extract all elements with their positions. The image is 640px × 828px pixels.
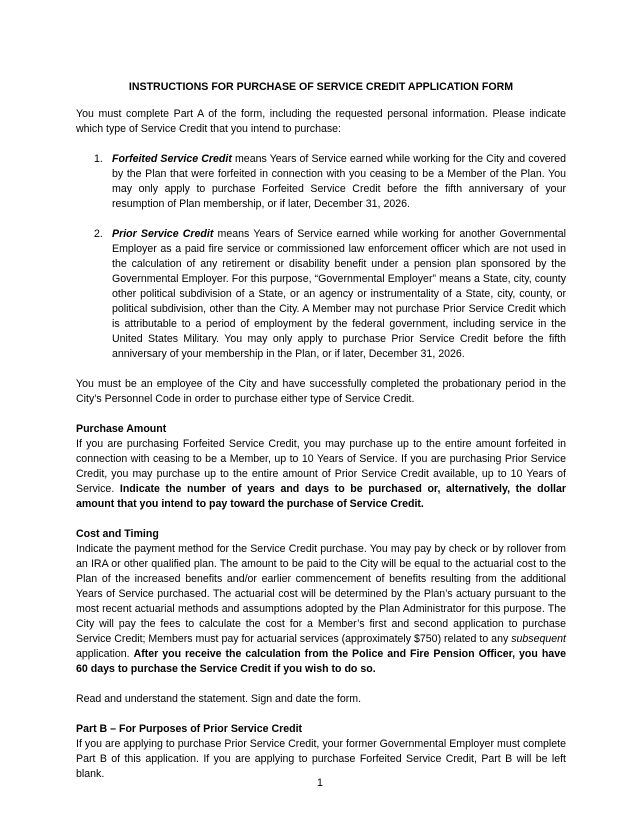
eligibility-paragraph: You must be an employee of the City and have successfully completed the probationary period in the City’s Personnel Code in order to purchase either type of Service Credit. bbox=[76, 378, 566, 405]
document-page bbox=[76, 80, 566, 782]
list-item-number: 1. bbox=[94, 153, 103, 165]
list-item-number: 2. bbox=[94, 228, 103, 240]
term-prior-service-credit: Prior Service Credit bbox=[112, 228, 214, 240]
purchase-amount-heading: Purchase Amount bbox=[76, 423, 167, 435]
cost-timing-bold-deadline: After you receive the calculation from the Police and Fire Pension Officer, you have 60 days to purchase the Service Credit if you wish to do so. bbox=[76, 648, 566, 675]
cost-timing-heading: Cost and Timing bbox=[76, 528, 159, 540]
cost-timing-section bbox=[76, 527, 566, 677]
purchase-amount-section bbox=[76, 422, 566, 512]
list-item-prior-service-credit bbox=[76, 227, 566, 362]
read-sign-paragraph: Read and understand the statement. Sign and date the form. bbox=[76, 693, 362, 705]
definition-prior-service-credit: means Years of Service earned while working for another Governmental Employer as a paid fire service or commissioned law enforcement officer which are not used in the calculation of any retirement or disability benefit under a pension plan sponsored by the Governmental Employer. For this purpose, “Governmental Employer” means a State, city, county other political subdivision of a State, or an agency or instrumentality of a State, city, county, or political subdivision, other than the City. A Member may not purchase Prior Service Credit which is attributable to a period of employment by the federal government, including service in the United States Military. You may only apply to purchase Prior Service Credit before the fifth anniversary of your membership in the Plan, or if later, December 31, 2026. bbox=[112, 228, 566, 360]
part-b-paragraph: If you are applying to purchase Prior Service Credit, your former Governmental Employer must complete Part B of this application. If you are applying to purchase Forfeited Service Credit, Part B will be left blank. bbox=[76, 738, 566, 780]
cost-timing-paragraph bbox=[76, 542, 566, 677]
page-number: 1 bbox=[317, 777, 323, 789]
list-item-forfeited-service-credit bbox=[76, 152, 566, 212]
cost-timing-italic: subsequent bbox=[511, 633, 566, 645]
cost-timing-text-after: application. bbox=[76, 648, 134, 660]
service-credit-type-list bbox=[76, 152, 566, 362]
cost-timing-text: Indicate the payment method for the Service Credit purchase. You may pay by check or by rollover from an IRA or other qualified plan. The amount to be paid to the City will be equal to the actuarial cost to the Plan of the increased benefits and/or earlier commencement of benefits resulting from the additional Years of Service purchased. The actuarial cost will be determined by the Plan’s actuary pursuant to the most recent actuarial methods and assumptions adopted by the Plan Administrator for this purpose. The City will pay the fees to calculate the cost for a Member’s first and second application to purchase Service Credit; Members must pay for actuarial services (approximately $750) related to any bbox=[76, 543, 566, 645]
purchase-amount-text: If you are purchasing Forfeited Service Credit, you may purchase up to the entire amount forfeited in connection with ceasing to be a Member, up to 10 Years of Service. If you are purchasing Prior Service Credit, you may purchase up to the entire amount of Prior Service Credit available, up to 10 Years of Service. bbox=[76, 438, 566, 495]
purchase-amount-bold-instruction: Indicate the number of years and days to be purchased or, alternatively, the dollar amount that you intend to pay toward the purchase of Service Credit. bbox=[76, 483, 566, 510]
definition-forfeited-service-credit: means Years of Service earned while working for the City and covered by the Plan that were forfeited in connection with you ceasing to be a Member of the Plan. You may only apply to purchase Forfeited Service Credit before the fifth anniversary of your resumption of Plan membership, or if later, December 31, 2026. bbox=[112, 153, 566, 210]
part-b-heading: Part B – For Purposes of Prior Service Credit bbox=[76, 723, 303, 735]
purchase-amount-paragraph bbox=[76, 437, 566, 512]
page-title: INSTRUCTIONS FOR PURCHASE OF SERVICE CREDIT APPLICATION FORM bbox=[128, 81, 514, 93]
part-b-section bbox=[76, 722, 566, 782]
term-forfeited-service-credit: Forfeited Service Credit bbox=[112, 153, 232, 165]
intro-paragraph: You must complete Part A of the form, including the requested personal information. Please indicate which type of Service Credit that you intend to purchase: bbox=[76, 108, 566, 135]
